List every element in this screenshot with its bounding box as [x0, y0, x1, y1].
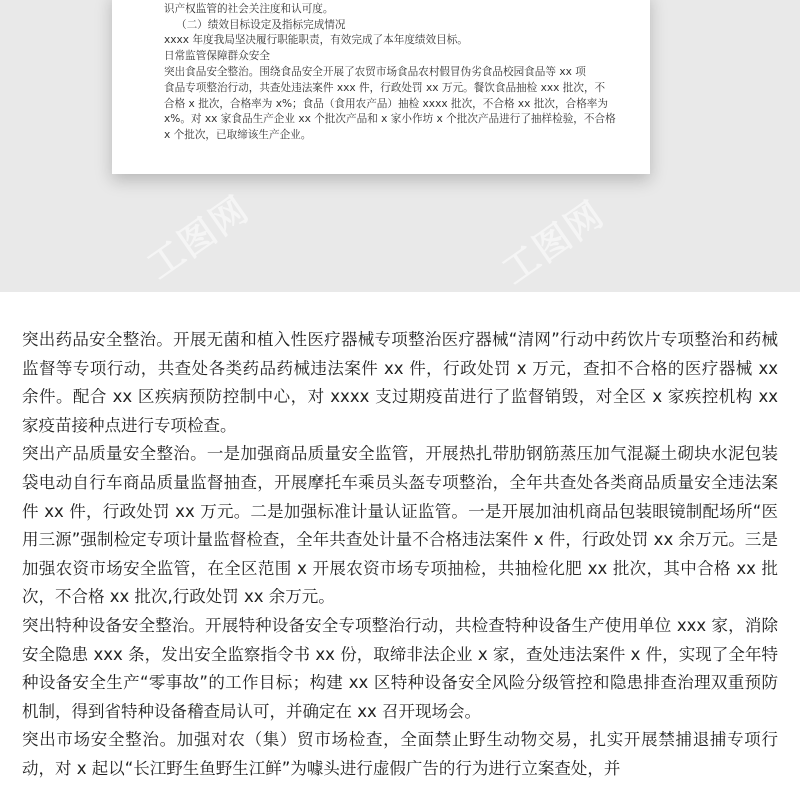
document-preview-card — [112, 0, 650, 174]
paragraph-market-safety: 突出市场安全整治。加强对农（集）贸市场检查，全面禁止野生动物交易，扎实开展禁捕退捕专项行动，对 x 起以“长江野生鱼野生江鲜”为噱头进行虚假广告的行为进行立案查处，并 — [22, 730, 778, 778]
watermark: 工图网 — [140, 188, 258, 288]
preview-band — [0, 0, 800, 292]
doc-line: 突出食品安全整治。围绕食品安全开展了农贸市场食品农村假冒伪劣食品校园食品等 xx 项 — [164, 65, 586, 78]
paragraph-drug-safety: 突出药品安全整治。开展无菌和植入性医疗器械专项整治医疗器械“清网”行动中药饮片专项整治和药械监督等专项行动，共查处各类药品药械违法案件 xx 件，行政处罚 x 万元，查扣不合格的医疗器械 xx 余件。配合 xx 区疾病预防控制中心，对 xxxx 支过期疫苗进行了监督销毁，对全区 x 家疾控机构 xx 家疫苗接种点进行专项检查。 — [22, 330, 778, 435]
doc-line: x 个批次，已取缔该生产企业。 — [164, 129, 312, 142]
document-body — [22, 326, 778, 784]
doc-line: 食品专项整治行动，共查处违法案件 xxx 件，行政处罚 xx 万元。餐饮食品抽检 xxx 批次，不 — [164, 81, 606, 94]
paragraph-special-equipment: 突出特种设备安全整治。开展特种设备安全专项整治行动，共检查特种设备生产使用单位 xxx 家，消除安全隐患 xxx 条，发出安全监察指令书 xx 份，取缔非法企业 x 家，查处违法案件 x 件，实现了全年特种设备安全生产“零事故”的工作目标；构建 xx 区特种设备安全风险分级管控和隐患排查治理双重预防机制，得到省特种设备稽查局认可，并确定在 xx 召开现场会。 — [22, 615, 778, 721]
paragraph-product-quality: 突出产品质量安全整治。一是加强商品质量安全监管，开展热扎带肋钢筋蒸压加气混凝土砌块水泥包装袋电动自行车商品质量监督抽查，开展摩托车乘员头盔专项整治，全年共查处各类商品质量安全违法案件 xx 件，行政处罚 xx 万元。二是加强标准计量认证监管。一是开展加油机商品包装眼镜制配场所“医用三源”强制检定专项计量监督检查，全年共查处计量不合格违法案件 x 件，行政处罚 xx 余万元。三是加强农资市场安全监管，在全区范围 x 开展农资市场专项抽检，共抽检化肥 xx 批次，其中合格 xx 批次，不合格 xx 批次,行政处罚 xx 余万元。 — [22, 444, 778, 607]
watermark: 工图网 — [495, 193, 613, 292]
doc-line: xxxx 年度我局坚决履行职能职责，有效完成了本年度绩效目标。 — [164, 34, 468, 47]
doc-line: x%。对 xx 家食品生产企业 xx 个批次产品和 x 家小作坊 x 个批次产品进行了抽样检验，不合格 — [164, 113, 616, 126]
doc-line: 日常监管保障群众安全 — [164, 50, 270, 63]
doc-line: 合格 x 批次，合格率为 x%；食品（食用农产品）抽检 xxxx 批次，不合格 xx 批次，合格率为 — [164, 97, 608, 110]
doc-line: 识产权监管的社会关注度和认可度。 — [164, 2, 334, 15]
doc-line: （二）绩效目标设定及指标完成情况 — [176, 18, 346, 31]
